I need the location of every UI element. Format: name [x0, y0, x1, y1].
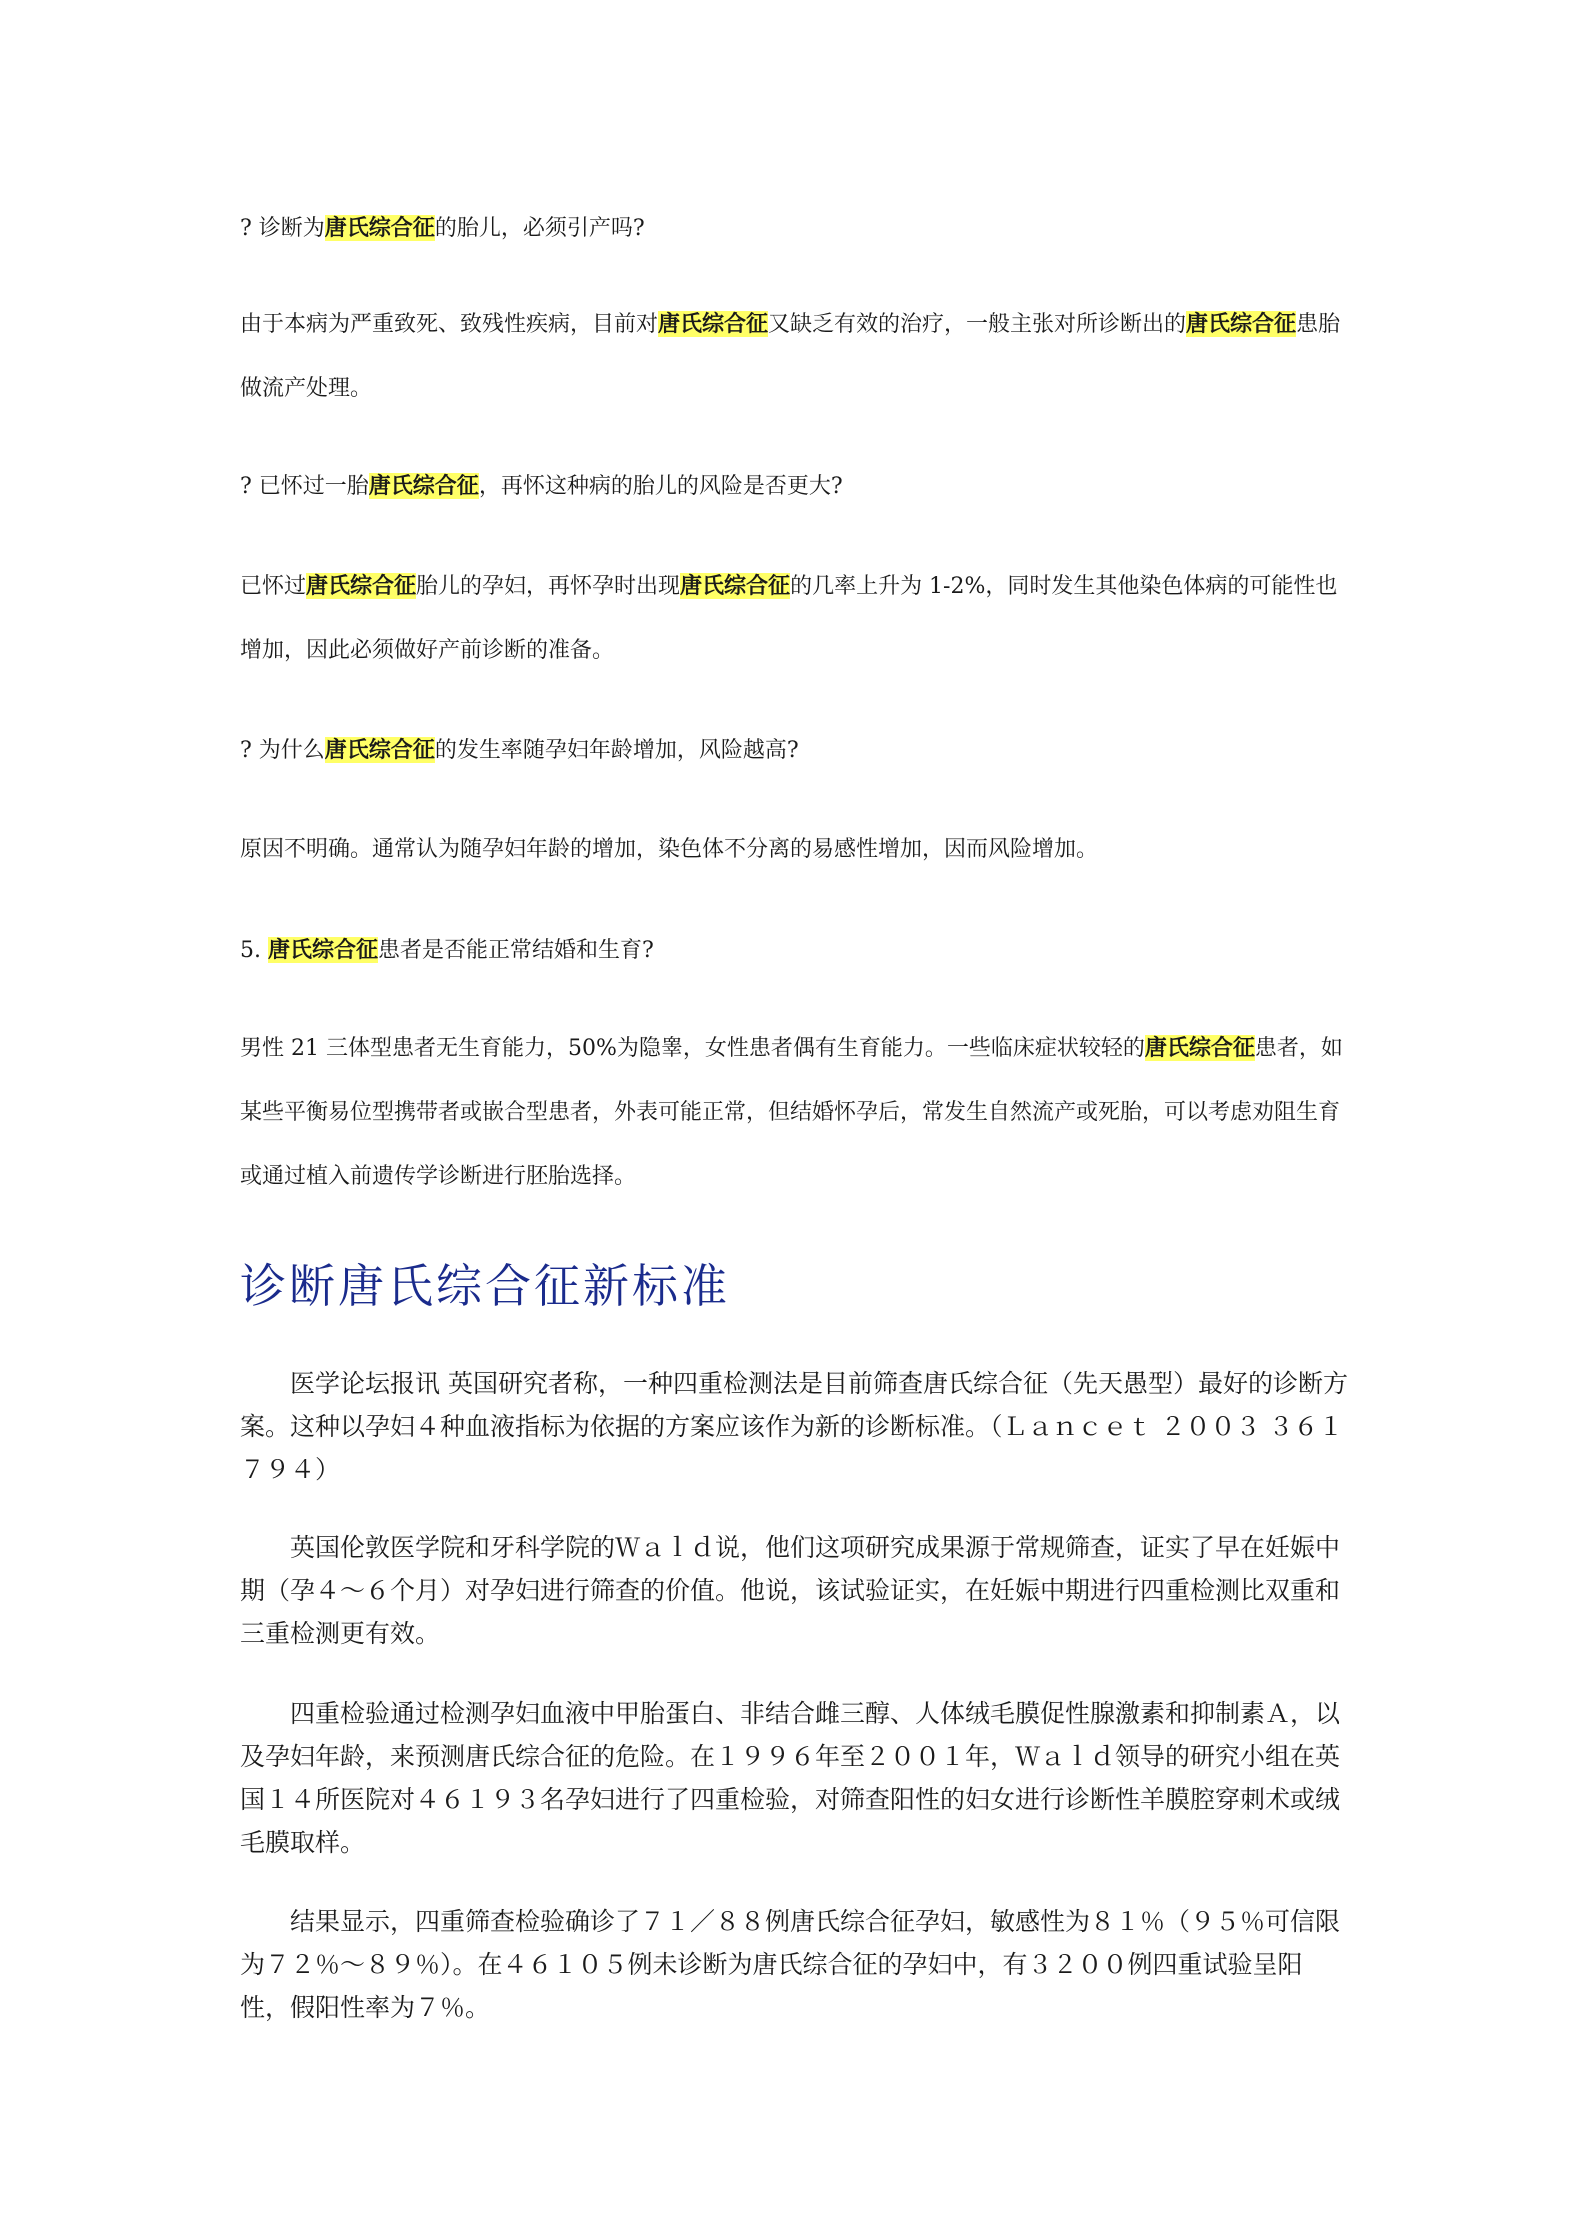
paragraph-results: 结果显示，四重筛查检验确诊了７１／８８例唐氏综合征孕妇，敏感性为８１％（９５％可信限为７２％～８９％）。在４６１０５例未诊断为唐氏综合征的孕妇中，有３２００例四重试验呈阳性，假阳性率为７％。 [240, 1907, 1341, 2022]
highlight-term: 唐氏综合征 [1144, 1035, 1255, 1061]
question-induce-labor: ? 诊断为唐氏综合征的胎儿，必须引产吗? [240, 215, 645, 241]
highlight-term: 唐氏综合征 [324, 737, 435, 763]
answer-marriage-fertility: 男性 21 三体型患者无生育能力，50%为隐睾，女性患者偶有生育能力。一些临床症状较轻的唐氏综合征患者，如某些平衡易位型携带者或嵌合型患者，外表可能正常，但结婚怀孕后，常发生自然流产或死胎，可以考虑劝阻生育或通过植入前遗传学诊断进行胚胎选择。 [240, 1035, 1343, 1189]
paragraph-wald-study: 英国伦敦医学院和牙科学院的Ｗａｌｄ说，他们这项研究成果源于常规筛查，证实了早在妊娠中期（孕４～６个月）对孕妇进行筛查的价值。他说，该试验证实，在妊娠中期进行四重检测比双重和三重检测更有效。 [240, 1533, 1341, 1648]
question-recurrence-risk: ? 已怀过一胎唐氏综合征，再怀这种病的胎儿的风险是否更大? [240, 473, 843, 499]
section-title: 诊断唐氏综合征新标准 [240, 1259, 730, 1313]
highlight-term: 唐氏综合征 [658, 311, 769, 337]
answer-induce-labor: 由于本病为严重致死、致残性疾病，目前对唐氏综合征又缺乏有效的治疗，一般主张对所诊断出的唐氏综合征患胎做流产处理。 [240, 311, 1341, 401]
highlight-term: 唐氏综合征 [324, 215, 435, 241]
highlight-term: 唐氏综合征 [306, 573, 417, 599]
answer-recurrence-risk: 已怀过唐氏综合征胎儿的孕妇，再怀孕时出现唐氏综合征的几率上升为 1-2%，同时发生其他染色体病的可能性也增加，因此必须做好产前诊断的准备。 [240, 573, 1338, 663]
highlight-term: 唐氏综合征 [680, 573, 791, 599]
highlight-term: 唐氏综合征 [1186, 311, 1297, 337]
answer-maternal-age: 原因不明确。通常认为随孕妇年龄的增加，染色体不分离的易感性增加，因而风险增加。 [240, 837, 1099, 862]
highlight-term: 唐氏综合征 [267, 937, 378, 963]
paragraph-quadruple-test: 医学论坛报讯 英国研究者称，一种四重检测法是目前筛查唐氏综合征（先天愚型）最好的诊断方案。这种以孕妇４种血液指标为依据的方案应该作为新的诊断标准。（Ｌａｎｃｅｔ ２００３ ３６１ ７９４） [240, 1369, 1348, 1484]
question-maternal-age: ? 为什么唐氏综合征的发生率随孕妇年龄增加，风险越高? [240, 737, 799, 763]
question-marriage-fertility: 5. 唐氏综合征患者是否能正常结婚和生育? [240, 937, 654, 963]
highlight-term: 唐氏综合征 [368, 473, 479, 499]
paragraph-test-method: 四重检验通过检测孕妇血液中甲胎蛋白、非结合雌三醇、人体绒毛膜促性腺激素和抑制素Ａ，以及孕妇年龄，来预测唐氏综合征的危险。在１９９６年至２００１年，Ｗａｌｄ领导的研究小组在英国１４所医院对４６１９３名孕妇进行了四重检验，对筛查阳性的妇女进行诊断性羊膜腔穿刺术或绒毛膜取样。 [240, 1699, 1341, 1857]
